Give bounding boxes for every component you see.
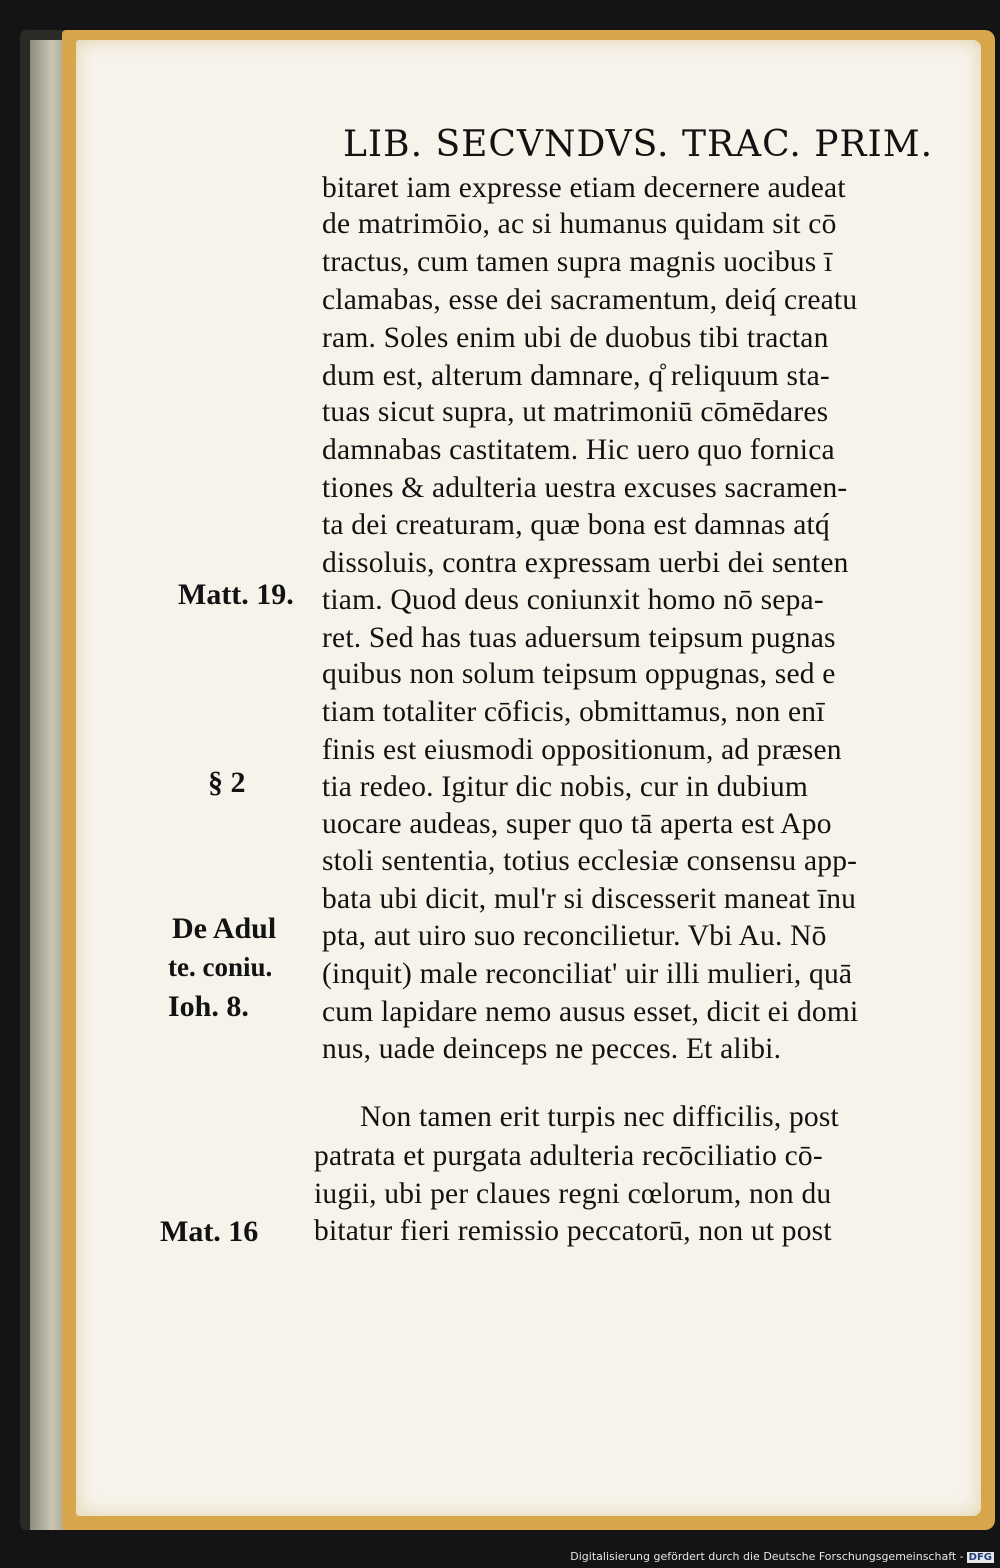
running-head: LIB. SECVNDVS. TRAC. PRIM. [343,124,934,165]
body-line-21: pta, aut uiro suo reconcilietur. Vbi Au. Nō [322,920,827,952]
body-line-17: tia redeo. Igitur dic nobis, cur in dubium [322,771,809,803]
body-line-6: dum est, alterum damnare, q̊ reliquum sta- [322,360,830,392]
paragraph2-line-1: Non tamen erit turpis nec difficilis, post [360,1101,839,1133]
margin-note-te-coniu: te. coniu. [168,952,273,982]
credit-text: Digitalisierung gefördert durch die Deutsche Forschungsgemeinschaft - [570,1550,964,1563]
dfg-logo: DFG [968,1552,992,1563]
body-line-2: de matrimōio, ac si humanus quidam sit cō [322,208,837,240]
body-line-1: bitaret iam expresse etiam decernere audeat [322,172,846,204]
body-line-12: tiam. Quod deus coniunxit homo nō sepa- [322,584,824,616]
body-line-8: damnabas castitatem. Hic uero quo fornica [322,434,835,466]
body-line-5: ram. Soles enim ubi de duobus tibi tractan [322,322,829,354]
body-line-3: tractus, cum tamen supra magnis uocibus ī [322,246,833,278]
body-line-7: tuas sicut supra, ut matrimoniū cōmēdares [322,396,829,428]
paragraph2-line-3: iugii, ubi per claues regni cœlorum, non du [314,1178,832,1210]
body-line-20: bata ubi dicit, mul'r si discesserit maneat īnu [322,883,857,915]
margin-note-de-adul: De Adul [172,912,277,945]
paragraph2-line-2: patrata et purgata adulteria recōciliatio cō- [314,1140,823,1172]
body-line-16: finis est eiusmodi oppositionum, ad præsen [322,734,842,766]
body-line-14: quibus non solum teipsum oppugnas, sed e [322,658,836,690]
body-line-22: (inquit) male reconciliat' uir illi mulieri, quā [322,958,853,990]
margin-note-mat-16: Mat. 16 [160,1215,259,1248]
body-line-13: ret. Sed has tuas aduersum teipsum pugnas [322,622,836,654]
body-line-18: uocare audeas, super quo tā aperta est Apo [322,808,832,840]
body-line-4: clamabas, esse dei sacramentum, deiq́ creatu [322,284,858,316]
margin-note-matt-19: Matt. 19. [178,578,294,611]
margin-note-ioh-8: Ioh. 8. [168,990,249,1023]
body-line-9: tiones & adulteria uestra excuses sacramen- [322,472,848,504]
paragraph2-line-4: bitatur fieri remissio peccatorū, non ut post [314,1215,832,1247]
body-line-24: nus, uade deinceps ne pecces. Et alibi. [322,1033,782,1065]
body-line-15: tiam totaliter cōficis, obmittamus, non enī [322,696,825,728]
book-edge [30,40,66,1530]
body-line-23: cum lapidare nemo ausus esset, dicit ei domi [322,996,859,1028]
body-line-11: dissoluis, contra expressam uerbi dei senten [322,547,849,579]
margin-note-section-2: § 2 [208,766,246,799]
body-line-19: stoli sententia, totius ecclesiæ consensu app- [322,845,858,877]
body-line-10: ta dei creaturam, quæ bona est damnas atq́ [322,509,830,541]
digitization-credit [570,1550,994,1563]
